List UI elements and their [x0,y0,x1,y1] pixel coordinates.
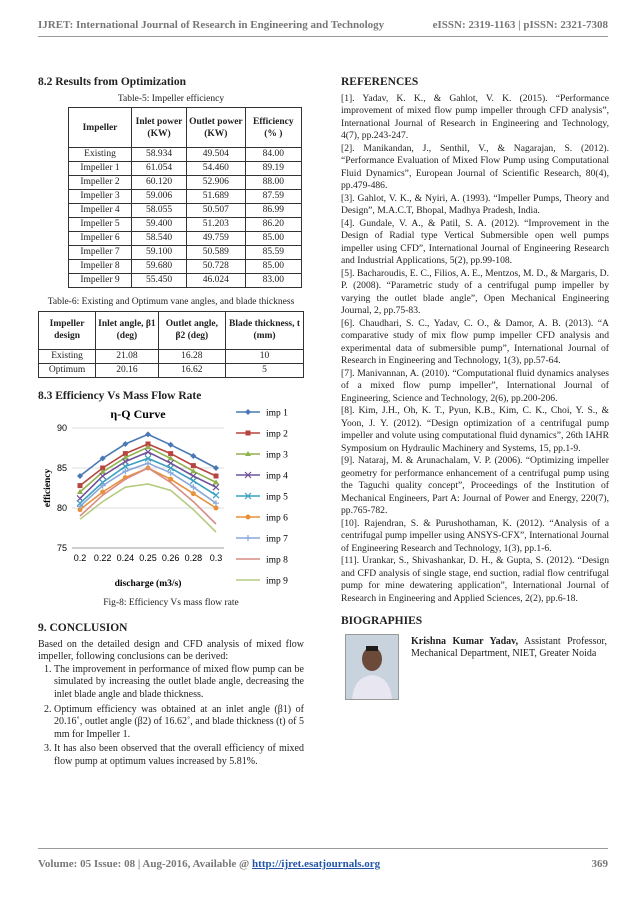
table-5-cell: 50.728 [187,260,246,274]
legend-label: imp 4 [266,471,288,482]
table-5-cell: 59.680 [132,260,187,274]
data-point [190,478,196,484]
y-tick-label: 85 [56,463,67,474]
x-tick-label: 0.22 [93,553,112,564]
data-point [145,449,151,455]
data-point [168,442,174,448]
chart-title: η-Q Curve [110,407,166,422]
table-5-cell: 87.59 [245,190,301,204]
table-5-cell: Impeller 8 [69,260,132,274]
table-6-row [39,363,304,377]
section-8-2-title: 8.2 Results from Optimization [38,76,187,88]
data-point [191,463,196,468]
table-6-body [39,349,304,377]
table-5-row [69,218,302,232]
table-5 [68,107,302,288]
legend-label: imp 9 [266,576,288,587]
section-9-title: 9. CONCLUSION [38,621,128,634]
legend-label: imp 1 [266,408,288,419]
legend-label: imp 5 [266,492,288,503]
y-tick-label: 90 [56,423,67,434]
conclusion-list [38,664,304,769]
conclusion-item: 2. Optimum efficiency was obtained at an inlet angle (β1) of 20.16˚, outlet angle (β2) of 16.62˚, and blade thickness (t) of 5 mm for Impeller 1. [54,704,304,742]
table-5-row [69,204,302,218]
table-6-row [39,349,304,363]
table-6-header: Blade thickness, t (mm) [226,311,304,349]
author-name: Krishna Kumar Yadav, [411,635,519,647]
legend-label: imp 3 [266,450,288,461]
legend-label: imp 7 [266,534,288,545]
table-6-cell: Optimum [39,363,96,377]
author-photo [345,634,399,700]
table-5-cell: 58.540 [132,232,187,246]
table-6-cell: 5 [226,363,304,377]
reference-item: [2]. Manikandan, J., Senthil, V., & Nagarajan, S. (2012). “Performance Evaluation of Mixed Flow Pump using Computational Fluid Dynamics”, European Journal of Scientific Research, 80(4), pp.479-486. [341,142,609,192]
legend-marker [245,409,251,415]
reference-item: [6]. Chaudhari, S. C., Yadav, C. O., & Damor, A. B. (2013). “A comparative study of mix flow pump impeller CFD analysis and experimental data of submersible pump”, International Journal of Research in Engineering and Technology, 1(3), pp.57-64. [341,317,609,367]
reference-item: [8]. Kim, J.H., Oh, K. T., Pyun, K.B., Kim, C. K., Choi, Y. S., & Yoon, J. Y. (2012). “Design optimization of a centrifugal pump impeller and volute using computational fluid dynamics”, 26th IAHR Symposium on Hydraulic Machinery and Systems, 15, pp.1-9. [341,405,609,454]
journal-name: IJRET: International Journal of Research in Engineering and Technology [38,19,385,31]
x-tick-label: 0.2 [73,553,87,564]
table-6-header: Outlet angle, β2 (deg) [158,311,225,349]
table-5-row [69,162,302,176]
legend-marker [246,431,251,436]
data-point [214,506,219,511]
table-5-cell: 49.759 [187,232,246,246]
table-5-cell: Impeller 1 [69,162,132,176]
table-5-cell: Impeller 4 [69,204,132,218]
table-5-row [69,148,302,162]
table-5-cell: 58.055 [132,204,187,218]
table-5-row [69,176,302,190]
y-axis-label: efficiency [43,469,53,508]
data-point [191,491,196,496]
table-5-cell: 83.00 [245,274,301,288]
table-5-cell: 85.59 [245,246,301,260]
x-tick-label: 0.3 [209,553,223,564]
reference-item: [3]. Gahlot, V. K., & Nyiri, A. (1993). “Impeller Pumps, Theory and Design”, M.A.C.T, Bhopal, Madhya Pradesh, India. [341,192,609,217]
table-5-cell: 60.120 [132,176,187,190]
conclusion-intro: Based on the detailed design and CFD analysis of mixed flow impeller, following conclusions can be derived: [38,638,304,663]
x-axis-label: discharge (m3/s) [114,579,182,590]
footer-volume [38,858,380,870]
x-tick-label: 0.24 [116,553,135,564]
table-5-cell: 58.934 [132,148,187,162]
table-5-cell: 54.460 [187,162,246,176]
table-6-caption: Table-6: Existing and Optimum vane angles, and blade thickness [47,297,295,308]
table-5-cell: 59.100 [132,246,187,260]
biography-text [411,636,607,661]
table-5-cell: Impeller 5 [69,218,132,232]
table-5-cell: 51.689 [187,190,246,204]
reference-list [341,93,609,606]
data-point [214,474,219,479]
reference-item: [9]. Nataraj, M. & Arunachalam, V. P. (2006). “Optimizing impeller geometry for performance enhancement of a centrifugal pump using the Taguchi quality concept”, Proceedings of the Institution of Mechanical Engineers, Part A: Journal of Power and Energy, 220(7), pp.765-782. [341,455,609,517]
x-tick-label: 0.26 [161,553,180,564]
table-5-row [69,190,302,204]
reference-item: [4]. Gundale, V. A., & Patil, S. A. (2012). “Improvement in the Design of Radial type Vertical Submersible open well pumps impeller using CFD”, International Journal of Engineering Research and Industrial Applications, 5(2), pp.99-108. [341,217,609,267]
table-5-header: Impeller [69,108,132,148]
page-header [38,10,608,37]
right-column [341,76,609,704]
data-point [213,485,219,491]
conclusion-item: 3. It has also been observed that the overall efficiency of mixed flow pump at optimum values increased by 5.81%. [54,743,304,768]
table-5-header: Outlet power (KW) [187,108,246,148]
table-6-cell: 21.08 [96,349,159,363]
legend-label: imp 8 [266,555,288,566]
table-6 [38,311,304,378]
author-photo-icon [346,635,398,699]
table-5-cell: 59.400 [132,218,187,232]
page-footer [38,848,608,879]
table-5-cell: Impeller 2 [69,176,132,190]
data-point [213,465,219,471]
reference-item: [5]. Bacharoudis, E. C., Filios, A. E., Mentzos, M. D., & Margaris, D. P. (2008). “Parametric study of a centrifugal pump impeller by varying the outlet blade angle”, Open Mechanical Engineering Journal, 2, pp.75-83. [341,267,609,317]
legend-label: imp 2 [266,429,288,440]
table-6-cell: 16.62 [158,363,225,377]
table-6-cell: Existing [39,349,96,363]
conclusion-item: 1. The improvement in performance of mixed flow pump can be simulated by increasing the outlet blade angle, decreasing the inlet blade angle and blade thickness. [54,664,304,702]
table-5-row [69,274,302,288]
left-column [38,76,304,771]
table-5-cell: Impeller 3 [69,190,132,204]
table-5-cell: Impeller 7 [69,246,132,260]
issn: eISSN: 2319-1163 | pISSN: 2321-7308 [432,19,608,31]
table-5-cell: 50.589 [187,246,246,260]
page-number: 369 [591,858,608,870]
y-tick-label: 80 [56,503,67,514]
table-5-cell: 86.20 [245,218,301,232]
table-6-header: Impeller design [39,311,96,349]
legend-label: imp 6 [266,513,288,524]
legend-marker [245,535,251,541]
reference-item: [7]. Manivannan, A. (2010). “Computational fluid dynamics analyses of a mixed flow pump impeller”, International Journal of Engineering, Science and Technology, 2(6), pp.200-206. [341,367,609,404]
references-title: REFERENCES [341,76,419,88]
reference-item: [11]. Urankar, S., Shivashankar, D. H., & Gupta, S. (2012). “Design and CFD analysis of single stage, end suction, radial flow centrifugal pump for mine dewatering application”, International Journal of Research in Engineering and Applied Sciences, 2(2), pp.6-18. [341,555,609,604]
author-description: Assistant Professor, Mechanical Department, NIET, Greater Noida [411,635,607,660]
legend-marker [246,515,251,520]
reference-item: [10]. Rajendran, S. & Purushothaman, K. (2012). “Analysis of a centrifugal pump impeller using ANSYS-CFX”, International Journal of Engineering Research and Technology, 1(3), pp.1-6. [341,517,609,554]
table-5-header: Inlet power (KW) [132,108,187,148]
table-5-row [69,246,302,260]
table-5-cell: Existing [69,148,132,162]
y-tick-label: 75 [56,543,67,554]
data-point [213,493,219,499]
table-6-header: Inlet angle, β1 (deg) [96,311,159,349]
footer-volume-text: Volume: 05 Issue: 08 | Aug-2016, Available @ [38,858,253,870]
data-point [145,432,151,438]
x-tick-label: 0.28 [184,553,203,564]
table-5-cell: 85.00 [245,260,301,274]
table-5-cell: 88.00 [245,176,301,190]
table-5-row [69,260,302,274]
table-5-cell: 50.507 [187,204,246,218]
reference-item: [1]. Yadav, K. K., & Gahlot, V. K. (2015). “Performance improvement of mixed flow pump impeller through CFD analysis”, International Journal of Research in Engineering and Technology, 4(7), pp.243-247. [341,92,609,142]
table-5-cell: 61.054 [132,162,187,176]
table-5-cell: 89.19 [245,162,301,176]
table-5-cell: 46.024 [187,274,246,288]
eta-q-chart [38,404,304,594]
table-5-cell: 84.00 [245,148,301,162]
table-5-cell: 85.00 [245,232,301,246]
biographies-title: BIOGRAPHIES [341,615,423,628]
table-5-row [69,232,302,246]
figure-8-caption: Fig-8: Efficiency Vs mass flow rate [103,598,239,609]
table-5-cell: 59.006 [132,190,187,204]
journal-link[interactable]: http://ijret.esatjournals.org [252,858,381,870]
table-6-cell: 10 [226,349,304,363]
table-5-header: Efficiency (% ) [245,108,301,148]
table-5-cell: 49.504 [187,148,246,162]
table-5-body [69,148,302,288]
table-5-cell: Impeller 6 [69,232,132,246]
table-5-cell: 52.906 [187,176,246,190]
data-point [168,451,173,456]
table-5-cell: Impeller 9 [69,274,132,288]
data-point [78,483,83,488]
table-5-cell: 86.99 [245,204,301,218]
table-5-cell: 55.450 [132,274,187,288]
table-6-cell: 16.28 [158,349,225,363]
x-tick-label: 0.25 [139,553,157,564]
biography [341,634,609,704]
section-8-3-title: 8.3 Efficiency Vs Mass Flow Rate [38,389,202,402]
table-5-caption: Table-5: Impeller efficiency [117,93,225,104]
table-6-cell: 20.16 [96,363,159,377]
data-point [190,453,196,459]
table-5-cell: 51.203 [187,218,246,232]
